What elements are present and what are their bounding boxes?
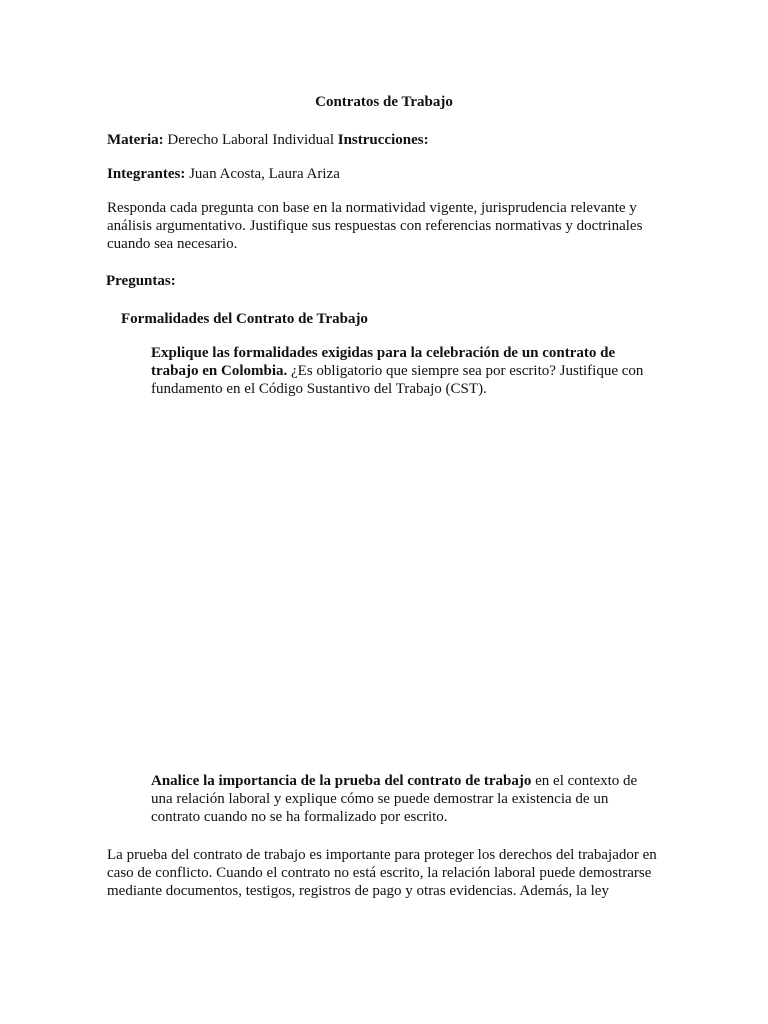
materia-value: Derecho Laboral Individual bbox=[163, 132, 338, 148]
preguntas-heading: Preguntas: bbox=[106, 273, 176, 289]
integrantes-value: Juan Acosta, Laura Ariza bbox=[185, 166, 340, 182]
integrantes-line bbox=[107, 165, 727, 183]
document-title: Contratos de Trabajo bbox=[315, 94, 453, 110]
question-2-text: en el contexto de una relación laboral y explique cómo se puede demostrar la existencia de un contrato cuando no se ha formalizado por escrito. bbox=[151, 773, 638, 825]
question-2-bold: Analice la importancia de la prueba del contrato de trabajo bbox=[151, 773, 532, 789]
materia-line bbox=[107, 131, 727, 149]
materia-label: Materia: bbox=[107, 132, 164, 148]
section-heading: Formalidades del Contrato de Trabajo bbox=[121, 311, 368, 327]
integrantes-label: Integrantes: bbox=[107, 166, 186, 182]
answer-2-paragraph: La prueba del contrato de trabajo es importante para proteger los derechos del trabajador en caso de conflicto. Cuando el contrato no está escrito, la relación laboral puede demostrarse mediante documentos, testigos, registros de pago y otras evidencias. Además, la ley bbox=[107, 847, 657, 899]
question-1-text: ¿Es obligatorio que siempre sea por escrito? Justifique con fundamento en el Código Sustantivo del Trabajo (CST). bbox=[151, 363, 644, 397]
question-2 bbox=[151, 772, 651, 826]
instructions-paragraph: Responda cada pregunta con base en la normatividad vigente, jurisprudencia relevante y análisis argumentativo. Justifique sus respuestas con referencias normativas y doctrinales cuando sea necesario. bbox=[107, 200, 643, 252]
question-1 bbox=[151, 344, 651, 398]
instrucciones-label: Instrucciones: bbox=[337, 132, 429, 148]
question-1-bold: Explique las formalidades exigidas para la celebración de un contrato de trabajo en Colombia. bbox=[151, 345, 616, 379]
